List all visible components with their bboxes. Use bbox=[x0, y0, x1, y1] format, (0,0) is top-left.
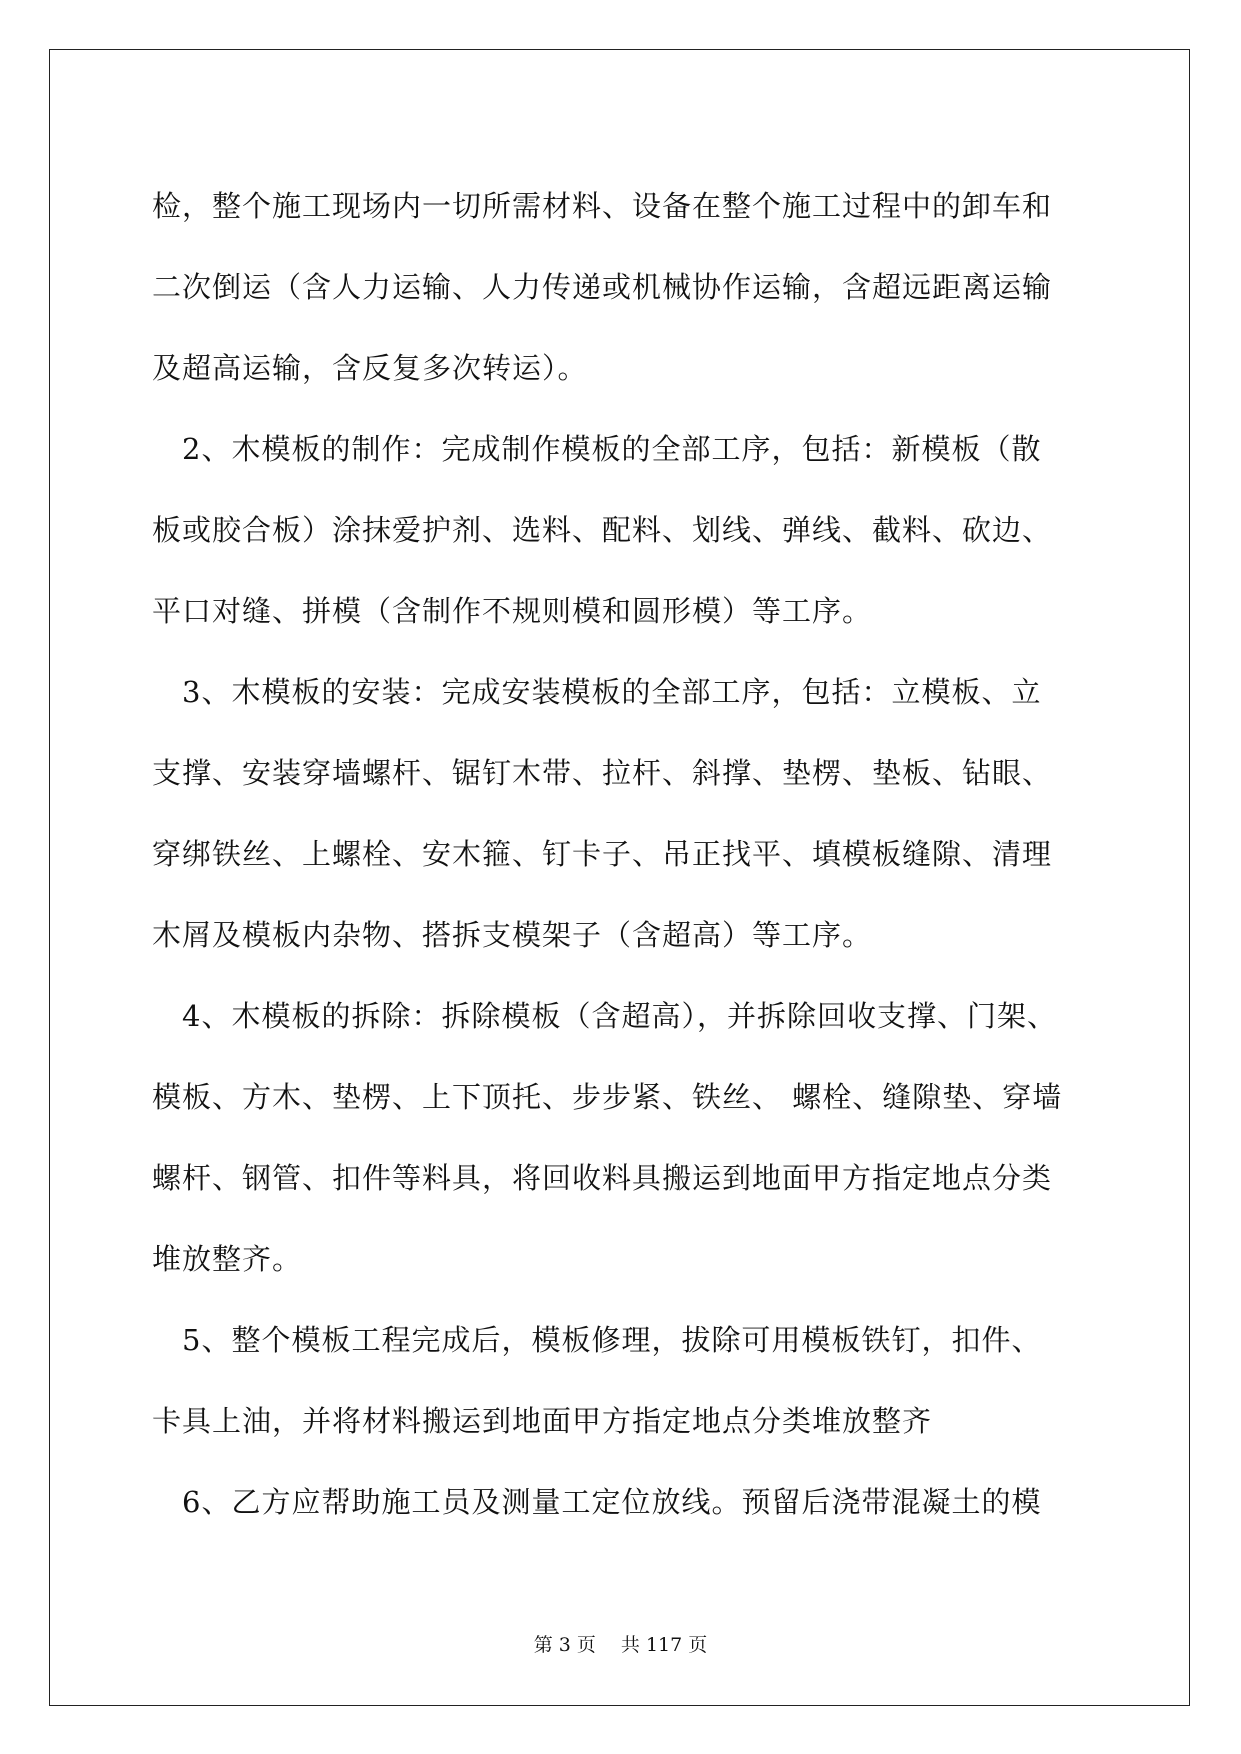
text-line: 穿绑铁丝、上螺栓、安木箍、钉卡子、吊正找平、填模板缝隙、清理 bbox=[152, 837, 1053, 871]
text-line: 平口对缝、拼模（含制作不规则模和圆形模）等工序。 bbox=[152, 594, 873, 628]
text-line: 5、整个模板工程完成后，模板修理，拔除可用模板铁钉，扣件、 bbox=[152, 1323, 1042, 1357]
page-number-label: 第 3 页 共 117 页 bbox=[533, 1634, 708, 1656]
text-line: 支撑、安装穿墙螺杆、锯钉木带、拉杆、斜撑、垫楞、垫板、钻眼、 bbox=[152, 756, 1053, 790]
page-footer bbox=[0, 1630, 1241, 1657]
text-line: 6、乙方应帮助施工员及测量工定位放线。预留后浇带混凝土的模 bbox=[152, 1485, 1042, 1519]
text-line: 木屑及模板内杂物、搭拆支模架子（含超高）等工序。 bbox=[152, 918, 873, 952]
text-line: 4、木模板的拆除：拆除模板（含超高），并拆除回收支撑、门架、 bbox=[152, 999, 1057, 1033]
text-line: 及超高运输，含反复多次转运）。 bbox=[152, 351, 588, 385]
text-line: 板或胶合板）涂抹爱护剂、选料、配料、划线、弹线、截料、砍边、 bbox=[152, 513, 1053, 547]
text-line: 3、木模板的安装：完成安装模板的全部工序，包括：立模板、立 bbox=[152, 675, 1042, 709]
text-line: 螺杆、钢管、扣件等料具，将回收料具搬运到地面甲方指定地点分类 bbox=[152, 1161, 1053, 1195]
text-line: 2、木模板的制作：完成制作模板的全部工序，包括：新模板（散 bbox=[152, 432, 1042, 466]
text-line: 模板、方木、垫楞、上下顶托、步步紧、铁丝、 螺栓、缝隙垫、穿墙 bbox=[152, 1080, 1063, 1114]
document-body bbox=[152, 166, 1092, 1543]
text-line: 卡具上油，并将材料搬运到地面甲方指定地点分类堆放整齐 bbox=[152, 1404, 933, 1438]
text-line: 检，整个施工现场内一切所需材料、设备在整个施工过程中的卸车和 bbox=[152, 189, 1053, 223]
text-line: 堆放整齐。 bbox=[152, 1242, 303, 1276]
text-line: 二次倒运（含人力运输、人力传递或机械协作运输，含超远距离运输 bbox=[152, 270, 1053, 304]
